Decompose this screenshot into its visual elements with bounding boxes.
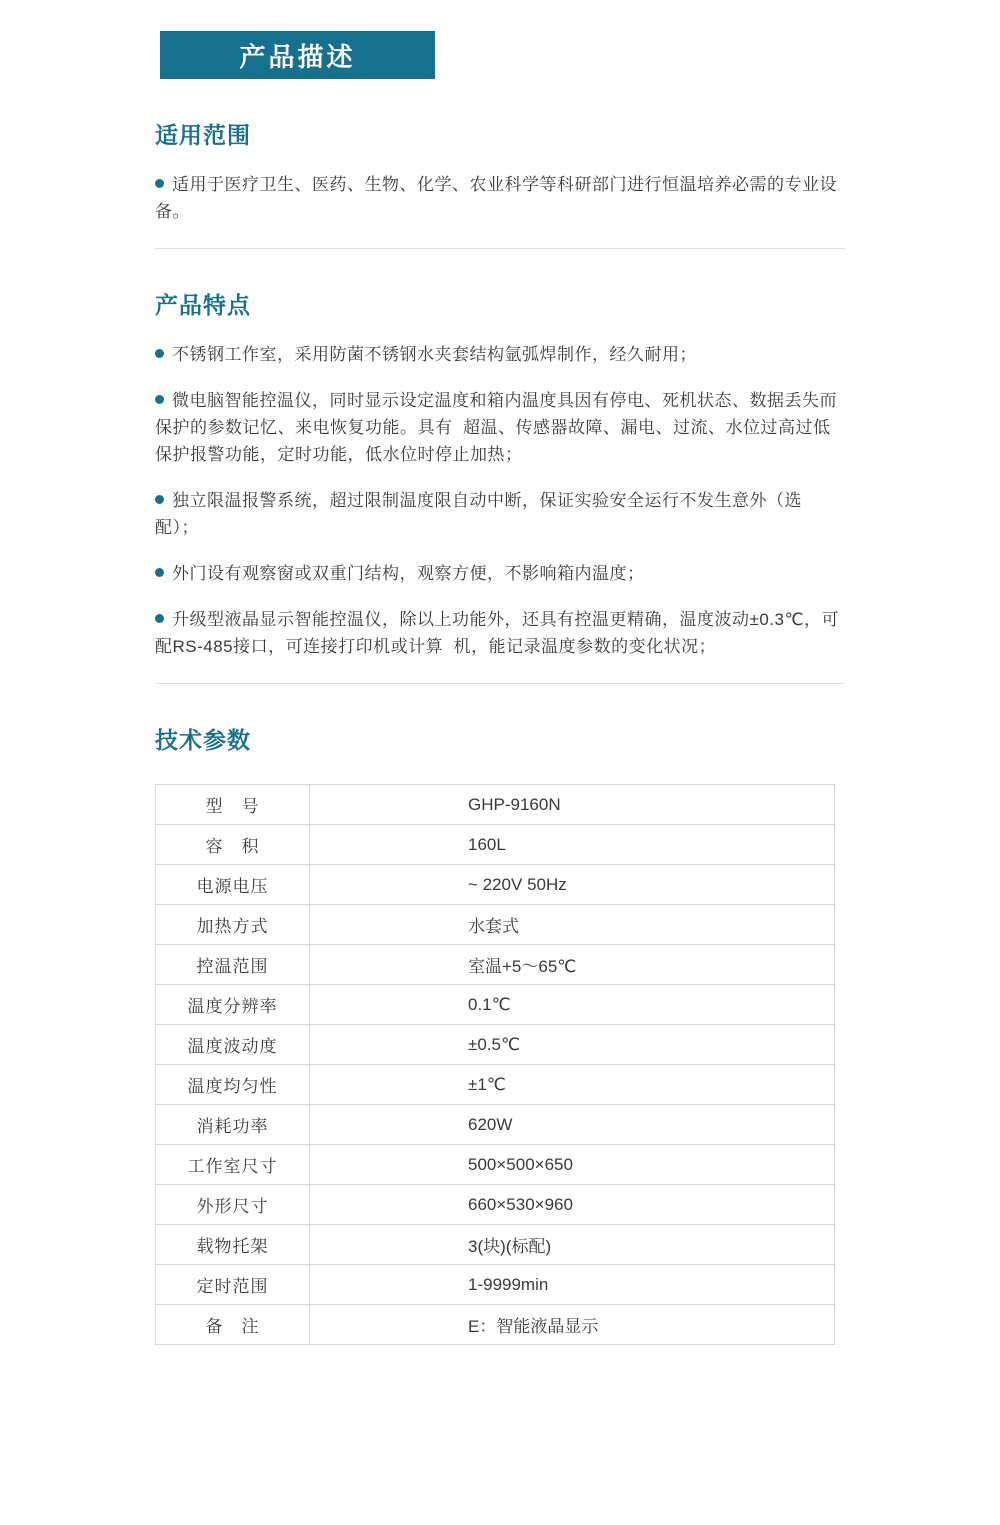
bullet-icon (155, 179, 164, 188)
bullet-icon (155, 395, 164, 404)
spec-row (156, 1145, 835, 1185)
spec-row (156, 1025, 835, 1065)
section-divider (155, 248, 845, 249)
spec-value: 500×500×650 (310, 1145, 835, 1185)
spec-label: 备 注 (156, 1305, 310, 1345)
page-title-banner (160, 31, 435, 79)
spec-row (156, 1105, 835, 1145)
spec-value: GHP-9160N (310, 785, 835, 825)
spec-label: 外形尺寸 (156, 1185, 310, 1225)
feature-text: 不锈钢工作室，采用防菌不锈钢水夹套结构氩弧焊制作，经久耐用； (172, 345, 697, 364)
feature-item (155, 487, 845, 541)
spec-row (156, 945, 835, 985)
spec-label: 容 积 (156, 825, 310, 865)
spec-value: ±0.5℃ (310, 1025, 835, 1065)
spec-label: 型 号 (156, 785, 310, 825)
spec-value: E：智能液晶显示 (310, 1305, 835, 1345)
page-title: 产品描述 (239, 41, 356, 72)
feature-text: 外门设有观察窗或双重门结构，观察方便，不影响箱内温度； (172, 564, 645, 583)
spec-label: 温度均匀性 (156, 1065, 310, 1105)
spec-row (156, 865, 835, 905)
spec-label: 工作室尺寸 (156, 1145, 310, 1185)
feature-text: 微电脑智能控温仪，同时显示设定温度和箱内温度具因有停电、死机状态、数据丢失而保护的参数记忆、来电恢复功能。具有 超温、传感器故障、漏电、过流、水位过高过低保护报警功能，定时功能，低水位时停止加热； (155, 391, 837, 464)
bullet-icon (155, 568, 164, 577)
spec-value: 3(块)(标配) (310, 1225, 835, 1265)
bullet-icon (155, 495, 164, 504)
spec-value: 620W (310, 1105, 835, 1145)
spec-label: 控温范围 (156, 945, 310, 985)
spec-value: 0.1℃ (310, 985, 835, 1025)
feature-text: 升级型液晶显示智能控温仪，除以上功能外，还具有控温更精确，温度波动±0.3℃，可配RS-485接口，可连接打印机或计算 机，能记录温度参数的变化状况； (155, 610, 840, 656)
features-heading: 产品特点 (155, 292, 251, 318)
spec-row (156, 985, 835, 1025)
spec-label: 温度分辨率 (156, 985, 310, 1025)
spec-label: 电源电压 (156, 865, 310, 905)
specs-heading: 技术参数 (155, 727, 251, 753)
spec-value: 160L (310, 825, 835, 865)
spec-row (156, 785, 835, 825)
spec-label: 载物托架 (156, 1225, 310, 1265)
spec-label: 消耗功率 (156, 1105, 310, 1145)
feature-item (155, 560, 845, 587)
spec-value: ±1℃ (310, 1065, 835, 1105)
spec-value: ~ 220V 50Hz (310, 865, 835, 905)
spec-row (156, 1065, 835, 1105)
spec-row (156, 1265, 835, 1305)
spec-row (156, 905, 835, 945)
spec-label: 加热方式 (156, 905, 310, 945)
specs-table (155, 784, 835, 1345)
spec-label: 温度波动度 (156, 1025, 310, 1065)
spec-row (156, 1305, 835, 1345)
feature-item (155, 606, 845, 660)
spec-value: 水套式 (310, 905, 835, 945)
scope-paragraph (155, 171, 845, 225)
section-divider (155, 683, 845, 684)
spec-row (156, 1225, 835, 1265)
feature-item (155, 387, 845, 468)
spec-value: 1-9999min (310, 1265, 835, 1305)
bullet-icon (155, 349, 164, 358)
bullet-icon (155, 614, 164, 623)
spec-value: 660×530×960 (310, 1185, 835, 1225)
spec-value: 室温+5～65℃ (310, 945, 835, 985)
scope-text: 适用于医疗卫生、医药、生物、化学、农业科学等科研部门进行恒温培养必需的专业设备。 (155, 175, 837, 221)
scope-heading: 适用范围 (155, 122, 251, 148)
feature-item (155, 341, 845, 368)
feature-text: 独立限温报警系统，超过限制温度限自动中断，保证实验安全运行不发生意外（选配）； (155, 491, 802, 537)
spec-label: 定时范围 (156, 1265, 310, 1305)
spec-row (156, 1185, 835, 1225)
spec-row (156, 825, 835, 865)
